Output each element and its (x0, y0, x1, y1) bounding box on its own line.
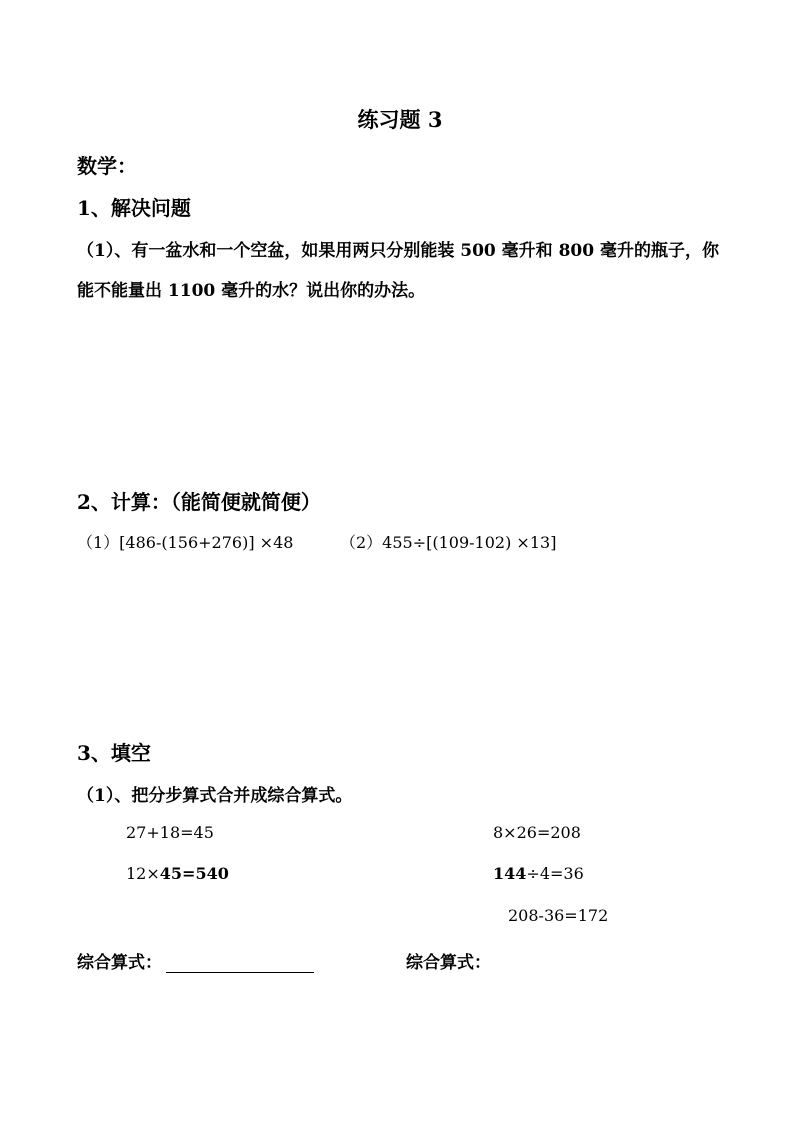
answer-label-right: 综合算式： (406, 953, 491, 973)
page-title: 练习题 3 (357, 107, 443, 132)
subject-label: 数学： (77, 154, 137, 178)
s2-problem-1: （1）[486-(156+276)] ×48 (77, 533, 294, 552)
s3-question-1: （1）、把分步算式合并成综合算式。 (77, 786, 353, 806)
section-3-heading: 3、填空 (77, 741, 151, 765)
answer-blank-left[interactable] (166, 955, 314, 973)
step-equation-right-3: 208-36=172 (508, 906, 609, 925)
answer-label-left: 综合算式： (77, 953, 162, 973)
answer-left (77, 948, 314, 973)
step-equation-right-2: 144÷4=36 (493, 864, 584, 883)
step-equation-right-1: 8×26=208 (493, 823, 581, 842)
step-equation-left-1: 27+18=45 (126, 823, 214, 842)
section-1-heading: 1、解决问题 (77, 196, 191, 220)
s2-problem-2: （2）455÷[(109-102) ×13] (340, 533, 557, 552)
s1-question-line-2: 能不能量出 1100 毫升的水？说出你的办法。 (77, 281, 426, 301)
step-equation-left-2: 12×45=540 (126, 864, 229, 883)
section-2-heading: 2、计算：（能简便就简便） (77, 490, 321, 514)
s1-question-line-1: （1）、有一盆水和一个空盆，如果用两只分别能装 500 毫升和 800 毫升的瓶子，你 (77, 241, 719, 261)
